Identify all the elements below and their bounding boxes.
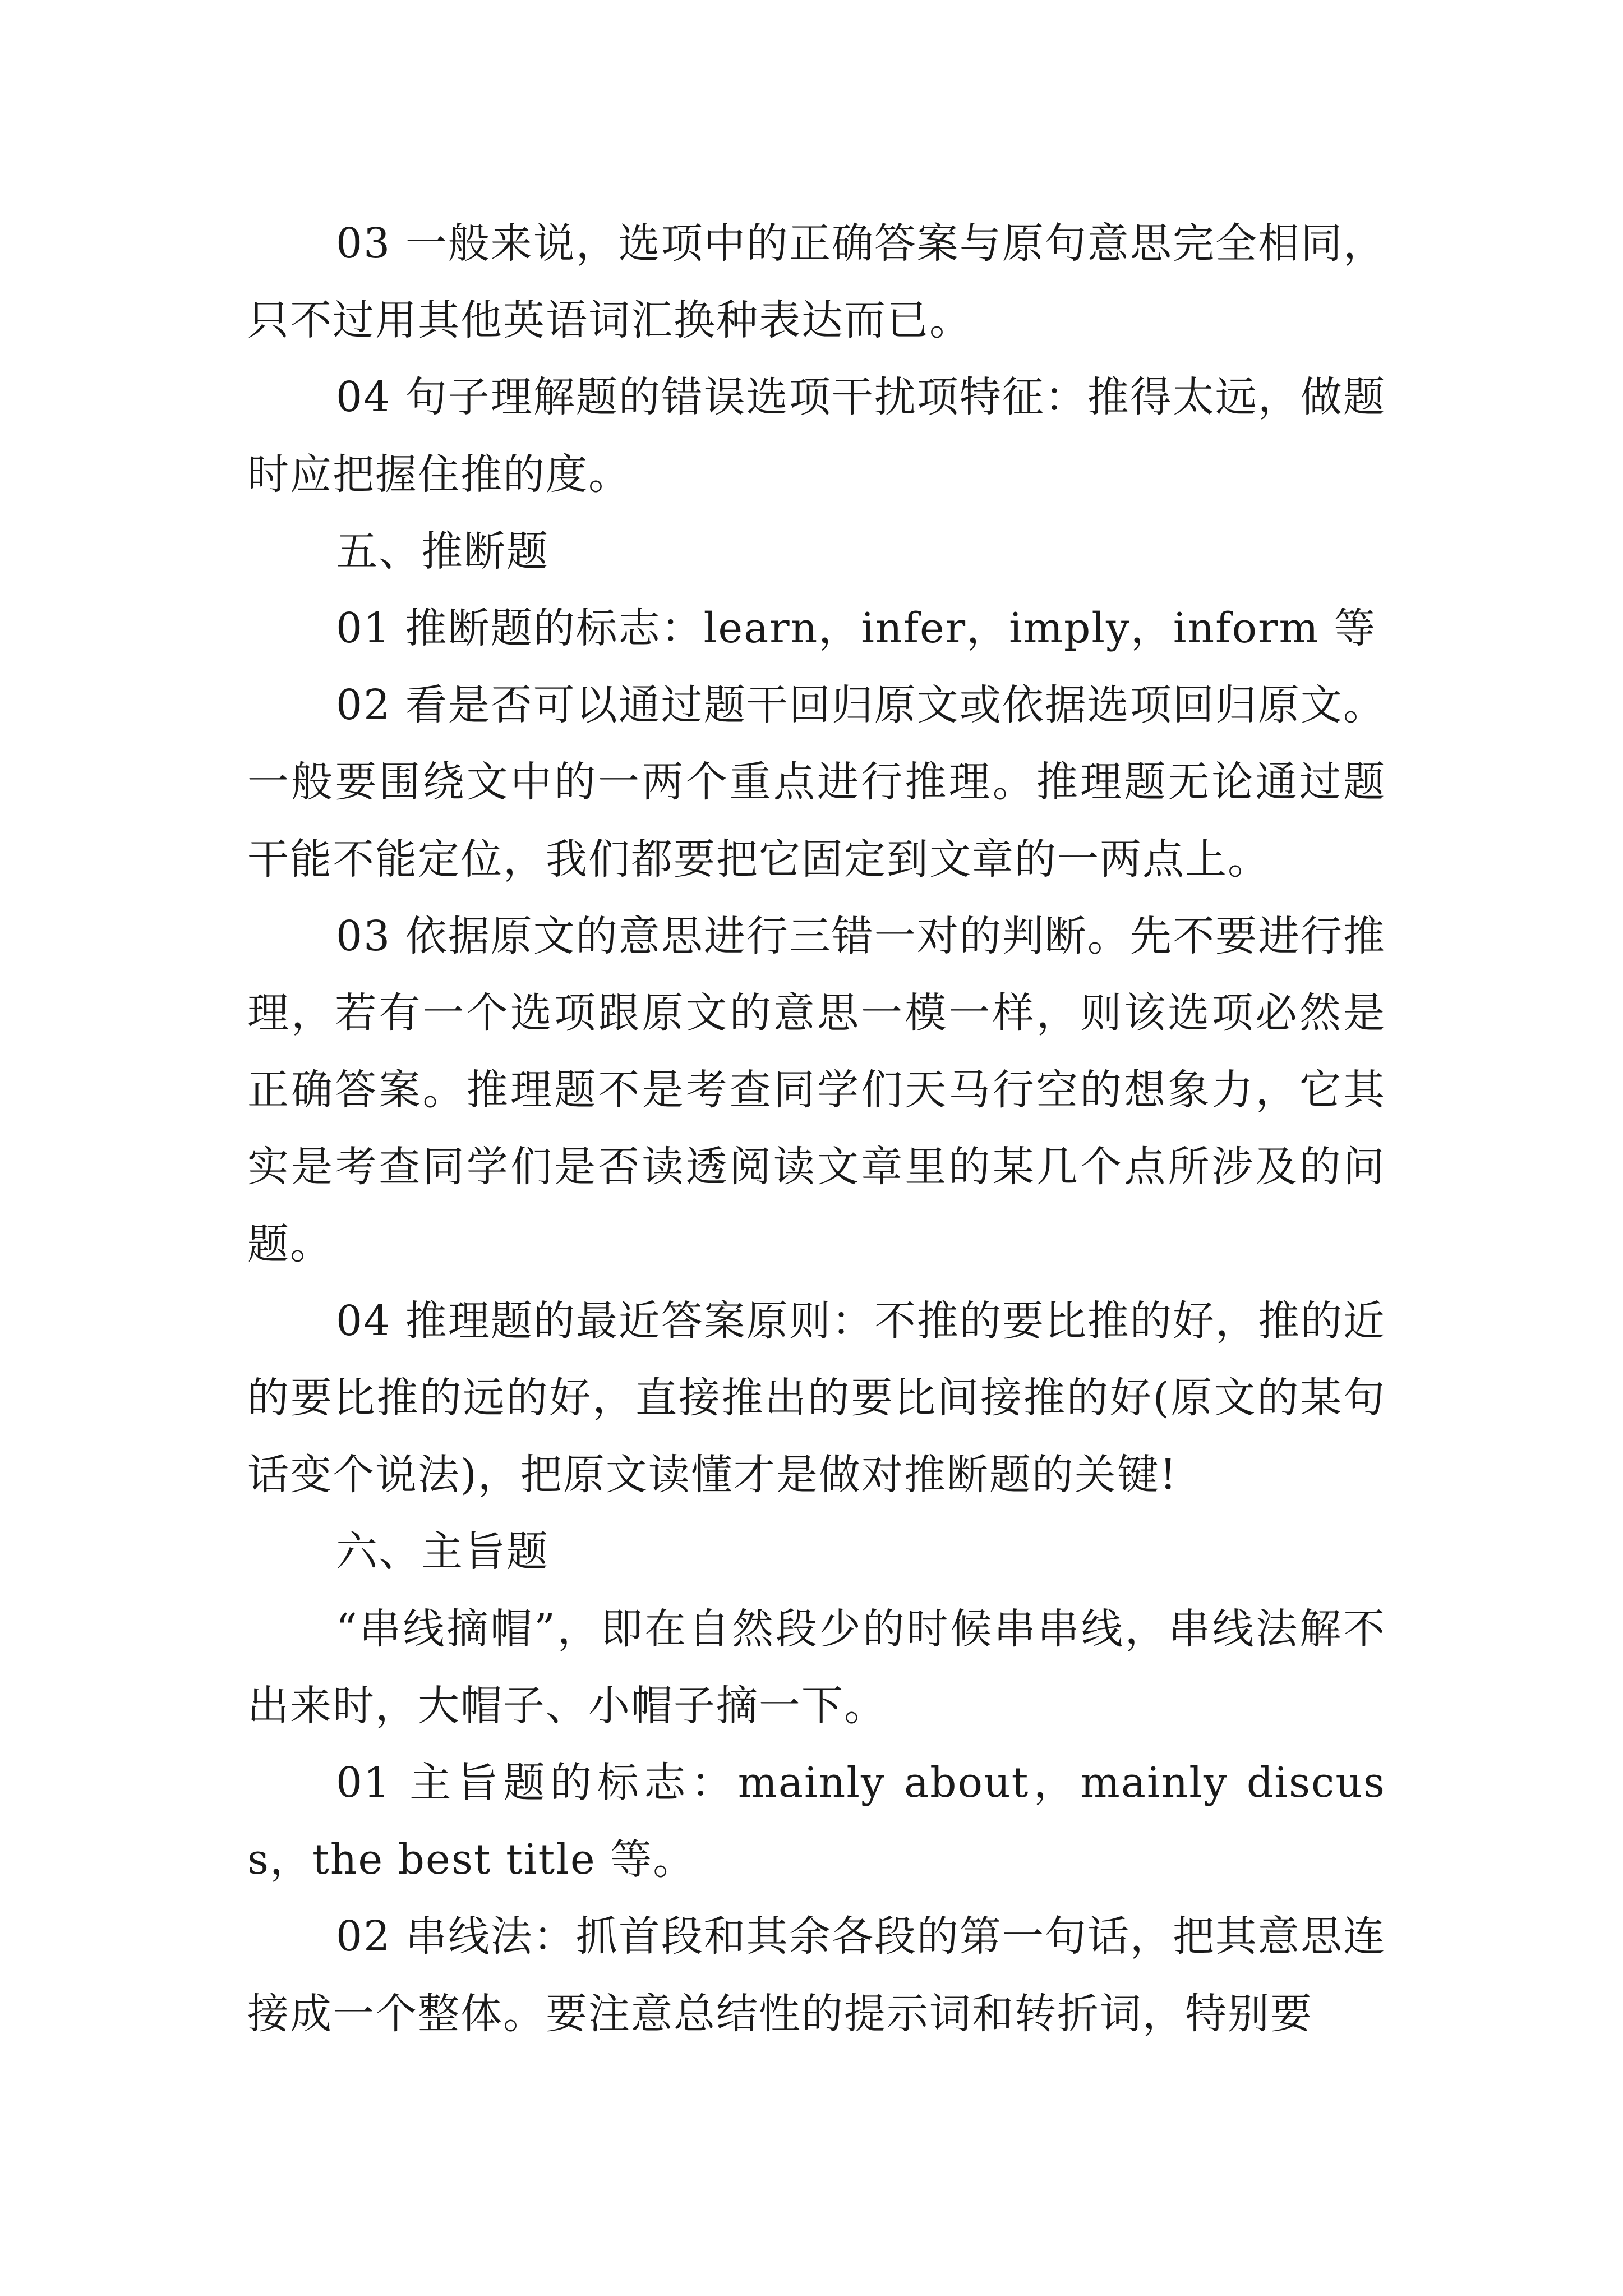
paragraph-inference-02: 02 看是否可以通过题干回归原文或依据选项回归原文。一般要围绕文中的一两个重点进行推理。推理题无论通过题干能不能定位，我们都要把它固定到文章的一两点上。 bbox=[247, 681, 1386, 884]
paragraph-03-correct-answer: 03 一般来说，选项中的正确答案与原句意思完全相同，只不过用其他英语词汇换种表达而已。 bbox=[247, 219, 1386, 345]
paragraph-inference-04: 04 推理题的最近答案原则：不推的要比推的好，推的近的要比推的远的好，直接推出的要比间接推的好(原文的某句话变个说法)，把原文读懂才是做对推断题的关键! bbox=[247, 1296, 1386, 1499]
paragraph-inference-03: 03 依据原文的意思进行三错一对的判断。先不要进行推理，若有一个选项跟原文的意思一模一样，则该选项必然是正确答案。推理题不是考查同学们天马行空的想象力，它其实是考查同学们是否读透阅读文章里的某几个点所涉及的问题。 bbox=[247, 912, 1386, 1268]
paragraph-main-idea-01: 01 主旨题的标志：mainly about，mainly discuss，the best title 等。 bbox=[247, 1759, 1386, 1884]
paragraph-main-idea-intro: “串线摘帽”，即在自然段少的时候串串线，串线法解不出来时，大帽子、小帽子摘一下。 bbox=[247, 1604, 1386, 1730]
section-heading-inference: 五、推断题 bbox=[336, 527, 549, 576]
paragraph-04-distractor-features: 04 句子理解题的错误选项干扰项特征：推得太远，做题时应把握住推的度。 bbox=[247, 373, 1386, 499]
paragraph-inference-01: 01 推断题的标志：learn，infer，imply，inform 等 bbox=[336, 604, 1377, 653]
paragraph-main-idea-02: 02 串线法：抓首段和其余各段的第一句话，把其意思连接成一个整体。要注意总结性的提示词和转折词，特别要 bbox=[247, 1912, 1386, 2038]
section-heading-main-idea: 六、主旨题 bbox=[336, 1527, 549, 1576]
document-body bbox=[247, 205, 1386, 2053]
